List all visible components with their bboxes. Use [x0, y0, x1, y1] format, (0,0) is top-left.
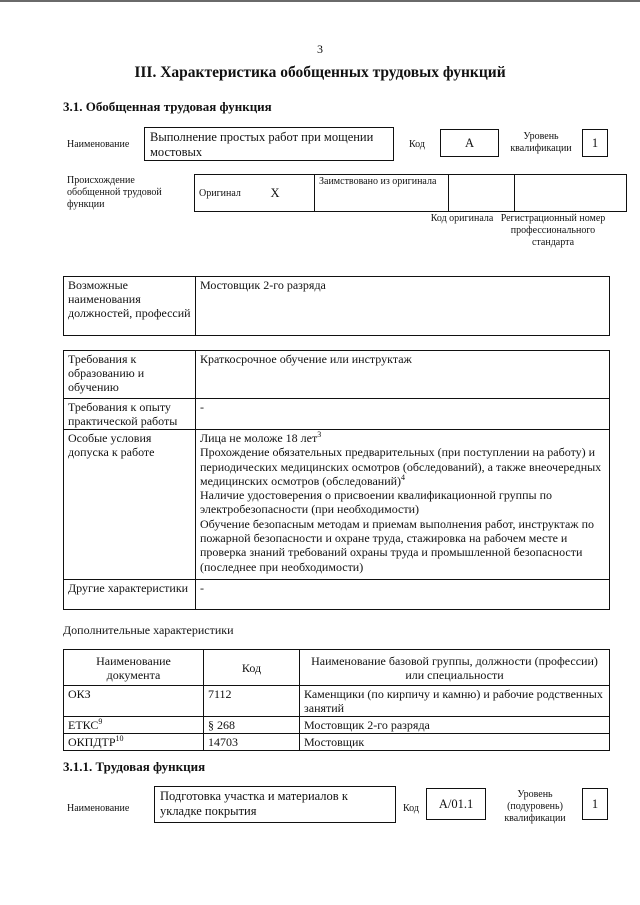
req-line: Лица не моложе 18 лет: [200, 431, 318, 445]
table-row: [64, 580, 610, 610]
table-row: ОКПДТР$^{10}$ 14703 Мостовщик: [64, 734, 610, 751]
table-row: [64, 686, 610, 717]
table-cell: ЕТКС: [68, 718, 99, 732]
table-cell: Мостовщик 2-го разряда: [300, 717, 610, 734]
origin-original-label: Оригинал: [199, 188, 241, 199]
top-edge-line: [0, 0, 640, 2]
tf-name-label: Наименование: [67, 803, 130, 814]
table-cell: Каменщики (по кирпичу и камню) и рабочие родственных занятий: [300, 686, 610, 717]
tf-level-box: 1: [582, 788, 608, 820]
req-line: Наличие удостоверения о присвоении квалификационной группы по электробезопасности (при необходимости): [200, 488, 553, 517]
req-label: Особые условия допуска к работе: [64, 430, 196, 580]
table-cell: ОКПДТР: [68, 735, 116, 749]
req-conditions: Лица не моложе 18 лет$^3$ Прохождение обязательных предварительных (при поступлении на работу) и периодических медицинских осмотров (обследований), а также внеочередных медицинских осмотров (обследований)$^4$ Наличие удостоверения о присвоении квалификационной группы по электробезопасности (при необходимости) Обучение безопасным методам и приемам выполнения работ, инструктаж по пожарной безопасности и охране труда, стажировка на рабочем месте и проверка знаний требований охраны труда и промышленной безопасности (последнее при необходимости): [196, 430, 610, 580]
gtf-level-label: Уровень квалификации: [510, 131, 572, 154]
table-row: [64, 351, 610, 399]
origin-code-caption: Код оригинала: [430, 213, 494, 224]
tf-code-label: Код: [403, 803, 419, 814]
table-cell: 14703: [204, 734, 300, 751]
gtf-code-box: А: [440, 129, 499, 157]
req-label: Другие характеристики: [64, 580, 196, 610]
table-row: ЕТКС$^9$ § 268 Мостовщик 2-го разряда: [64, 717, 610, 734]
req-line: Обучение безопасным методам и приемам выполнения работ, инструктаж по пожарной безопасности и охране труда, стажировка на рабочем месте и проверка знаний требований охраны труда и промышленной безопасности (последнее при необходимости): [200, 516, 595, 574]
table-cell: Мостовщик: [300, 734, 610, 751]
positions-table: [63, 276, 610, 336]
tf-code-box: A/01.1: [426, 788, 486, 820]
gtf-name-label: Наименование: [67, 139, 130, 150]
table-row: [64, 430, 610, 580]
origin-table: [194, 174, 627, 212]
origin-code-cell: [449, 175, 515, 212]
col-header: Наименование документа: [64, 650, 204, 686]
req-label: Требования к опыту практической работы: [64, 399, 196, 430]
positions-label: Возможные наименования должностей, профессий: [64, 277, 196, 336]
origin-original-mark: Х: [270, 186, 280, 200]
origin-label: Происхождение обобщенной трудовой функции: [67, 175, 162, 210]
req-value: Краткосрочное обучение или инструктаж: [196, 351, 610, 399]
tf-title: 3.1.1. Трудовая функция: [63, 759, 206, 774]
gtf-level-box: 1: [582, 129, 608, 157]
positions-value: Мостовщик 2-го разряда: [196, 277, 610, 336]
origin-reg-caption: Регистрационный номер профессионального стандарта: [500, 213, 606, 248]
tf-name-box: Подготовка участка и материалов к укладке покрытия: [154, 786, 396, 823]
req-label: Требования к образованию и обучению: [64, 351, 196, 399]
page-number: 3: [317, 42, 323, 56]
requirements-table: [63, 350, 610, 610]
table-cell: 7112: [204, 686, 300, 717]
table-header-row: [64, 650, 610, 686]
req-value: -: [196, 399, 610, 430]
col-header: Наименование базовой группы, должности (профессии) или специальности: [300, 650, 610, 686]
table-cell: ОКЗ: [64, 686, 204, 717]
origin-borrowed-label: Заимствовано из оригинала: [315, 175, 449, 212]
additional-table: [63, 649, 610, 751]
origin-reg-cell: [515, 175, 627, 212]
tf-level-label: Уровень (подуровень) квалификации: [504, 789, 566, 824]
additional-title: Дополнительные характеристики: [63, 623, 234, 637]
req-line: Прохождение обязательных предварительных (при поступлении на работу) и периодических медицинских осмотров (обследований), а также внеочередных медицинских осмотров (обследований): [200, 445, 602, 488]
gtf-name-box: Выполнение простых работ при мощении мостовых: [144, 127, 394, 161]
req-value: -: [196, 580, 610, 610]
subsection-title: 3.1. Обобщенная трудовая функция: [63, 99, 272, 114]
section-title: III. Характеристика обобщенных трудовых функций: [134, 64, 506, 81]
col-header: Код: [204, 650, 300, 686]
gtf-code-label: Код: [409, 139, 425, 150]
table-row: [64, 399, 610, 430]
table-cell: § 268: [204, 717, 300, 734]
